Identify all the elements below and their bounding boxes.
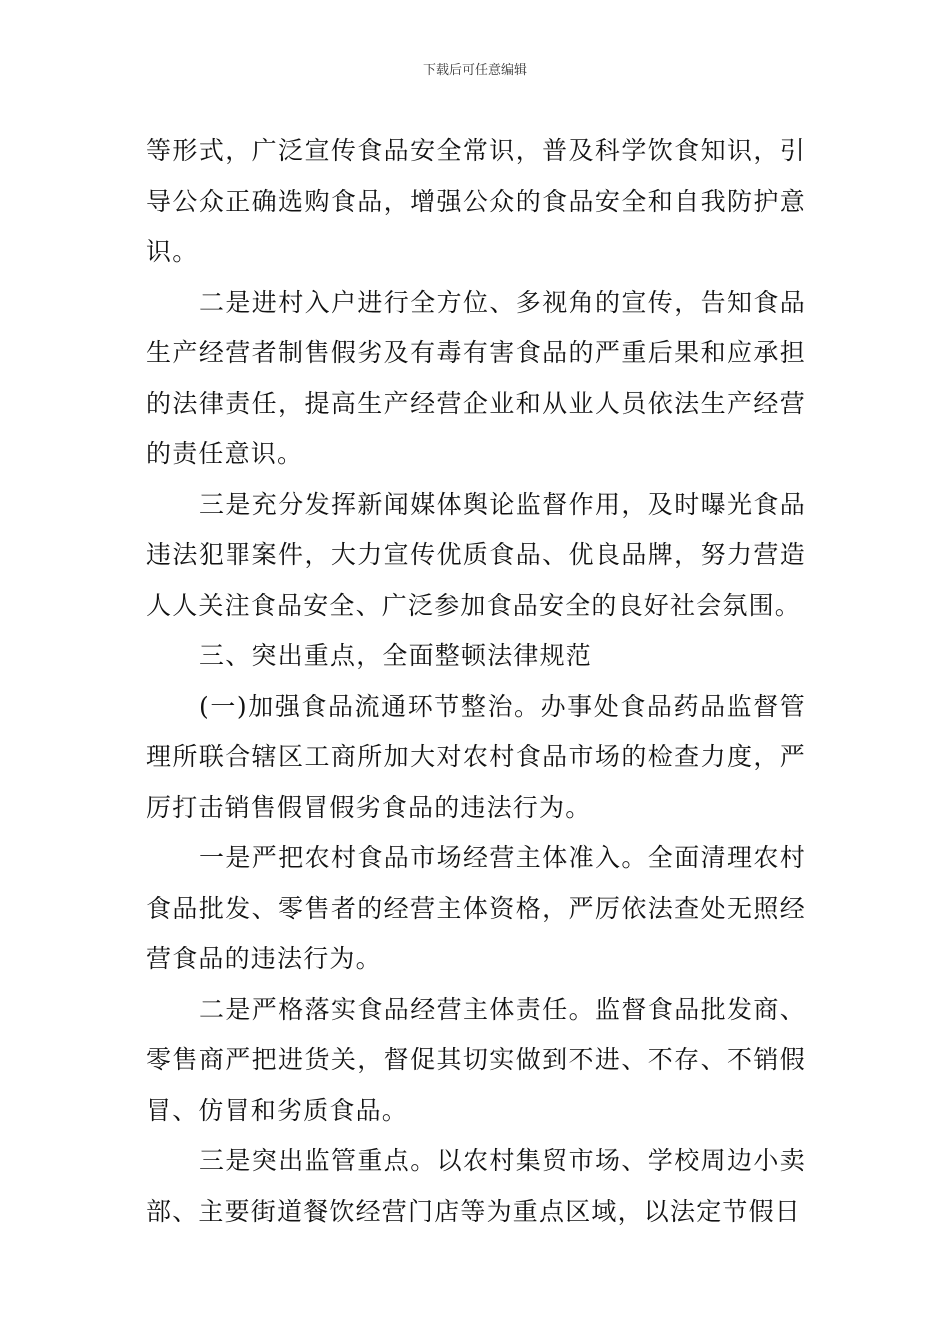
paragraph-1: 等形式，广泛宣传食品安全常识，普及科学饮食知识，引导公众正确选购食品，增强公众的食品安全和自我防护意识。 bbox=[146, 136, 806, 266]
paragraph-2: 二是进村入户进行全方位、多视角的宣传，告知食品生产经营者制售假劣及有毒有害食品的严重后果和应承担的法律责任，提高生产经营企业和从业人员依法生产经营的责任意识。 bbox=[146, 287, 806, 468]
paragraph-3: 三是充分发挥新闻媒体舆论监督作用，及时曝光食品违法犯罪案件，大力宣传优质食品、优良品牌，努力营造人人关注食品安全、广泛参加食品安全的良好社会氛围。 bbox=[146, 489, 806, 620]
paragraph-6: 一是严把农村食品市场经营主体准入。全面清理农村食品批发、零售者的经营主体资格，严厉依法查处无照经营食品的违法行为。 bbox=[146, 843, 806, 973]
paragraph-8: 三是突出监管重点。以农村集贸市场、学校周边小卖部、主要街道餐饮经营门店等为重点区域，以法定节假日 bbox=[146, 1146, 806, 1226]
page-header-note: 下载后可任意编辑 bbox=[422, 63, 527, 78]
paragraph-5: (一)加强食品流通环节整治。办事处食品药品监督管理所联合辖区工商所加大对农村食品市场的检查力度，严厉打击销售假冒假劣食品的违法行为。 bbox=[146, 691, 806, 822]
paragraph-7: 二是严格落实食品经营主体责任。监督食品批发商、零售商严把进货关，督促其切实做到不进、不存、不销假冒、仿冒和劣质食品。 bbox=[146, 994, 806, 1125]
document-body bbox=[146, 126, 806, 1237]
section-heading: 三、突出重点，全面整顿法律规范 bbox=[199, 641, 593, 670]
